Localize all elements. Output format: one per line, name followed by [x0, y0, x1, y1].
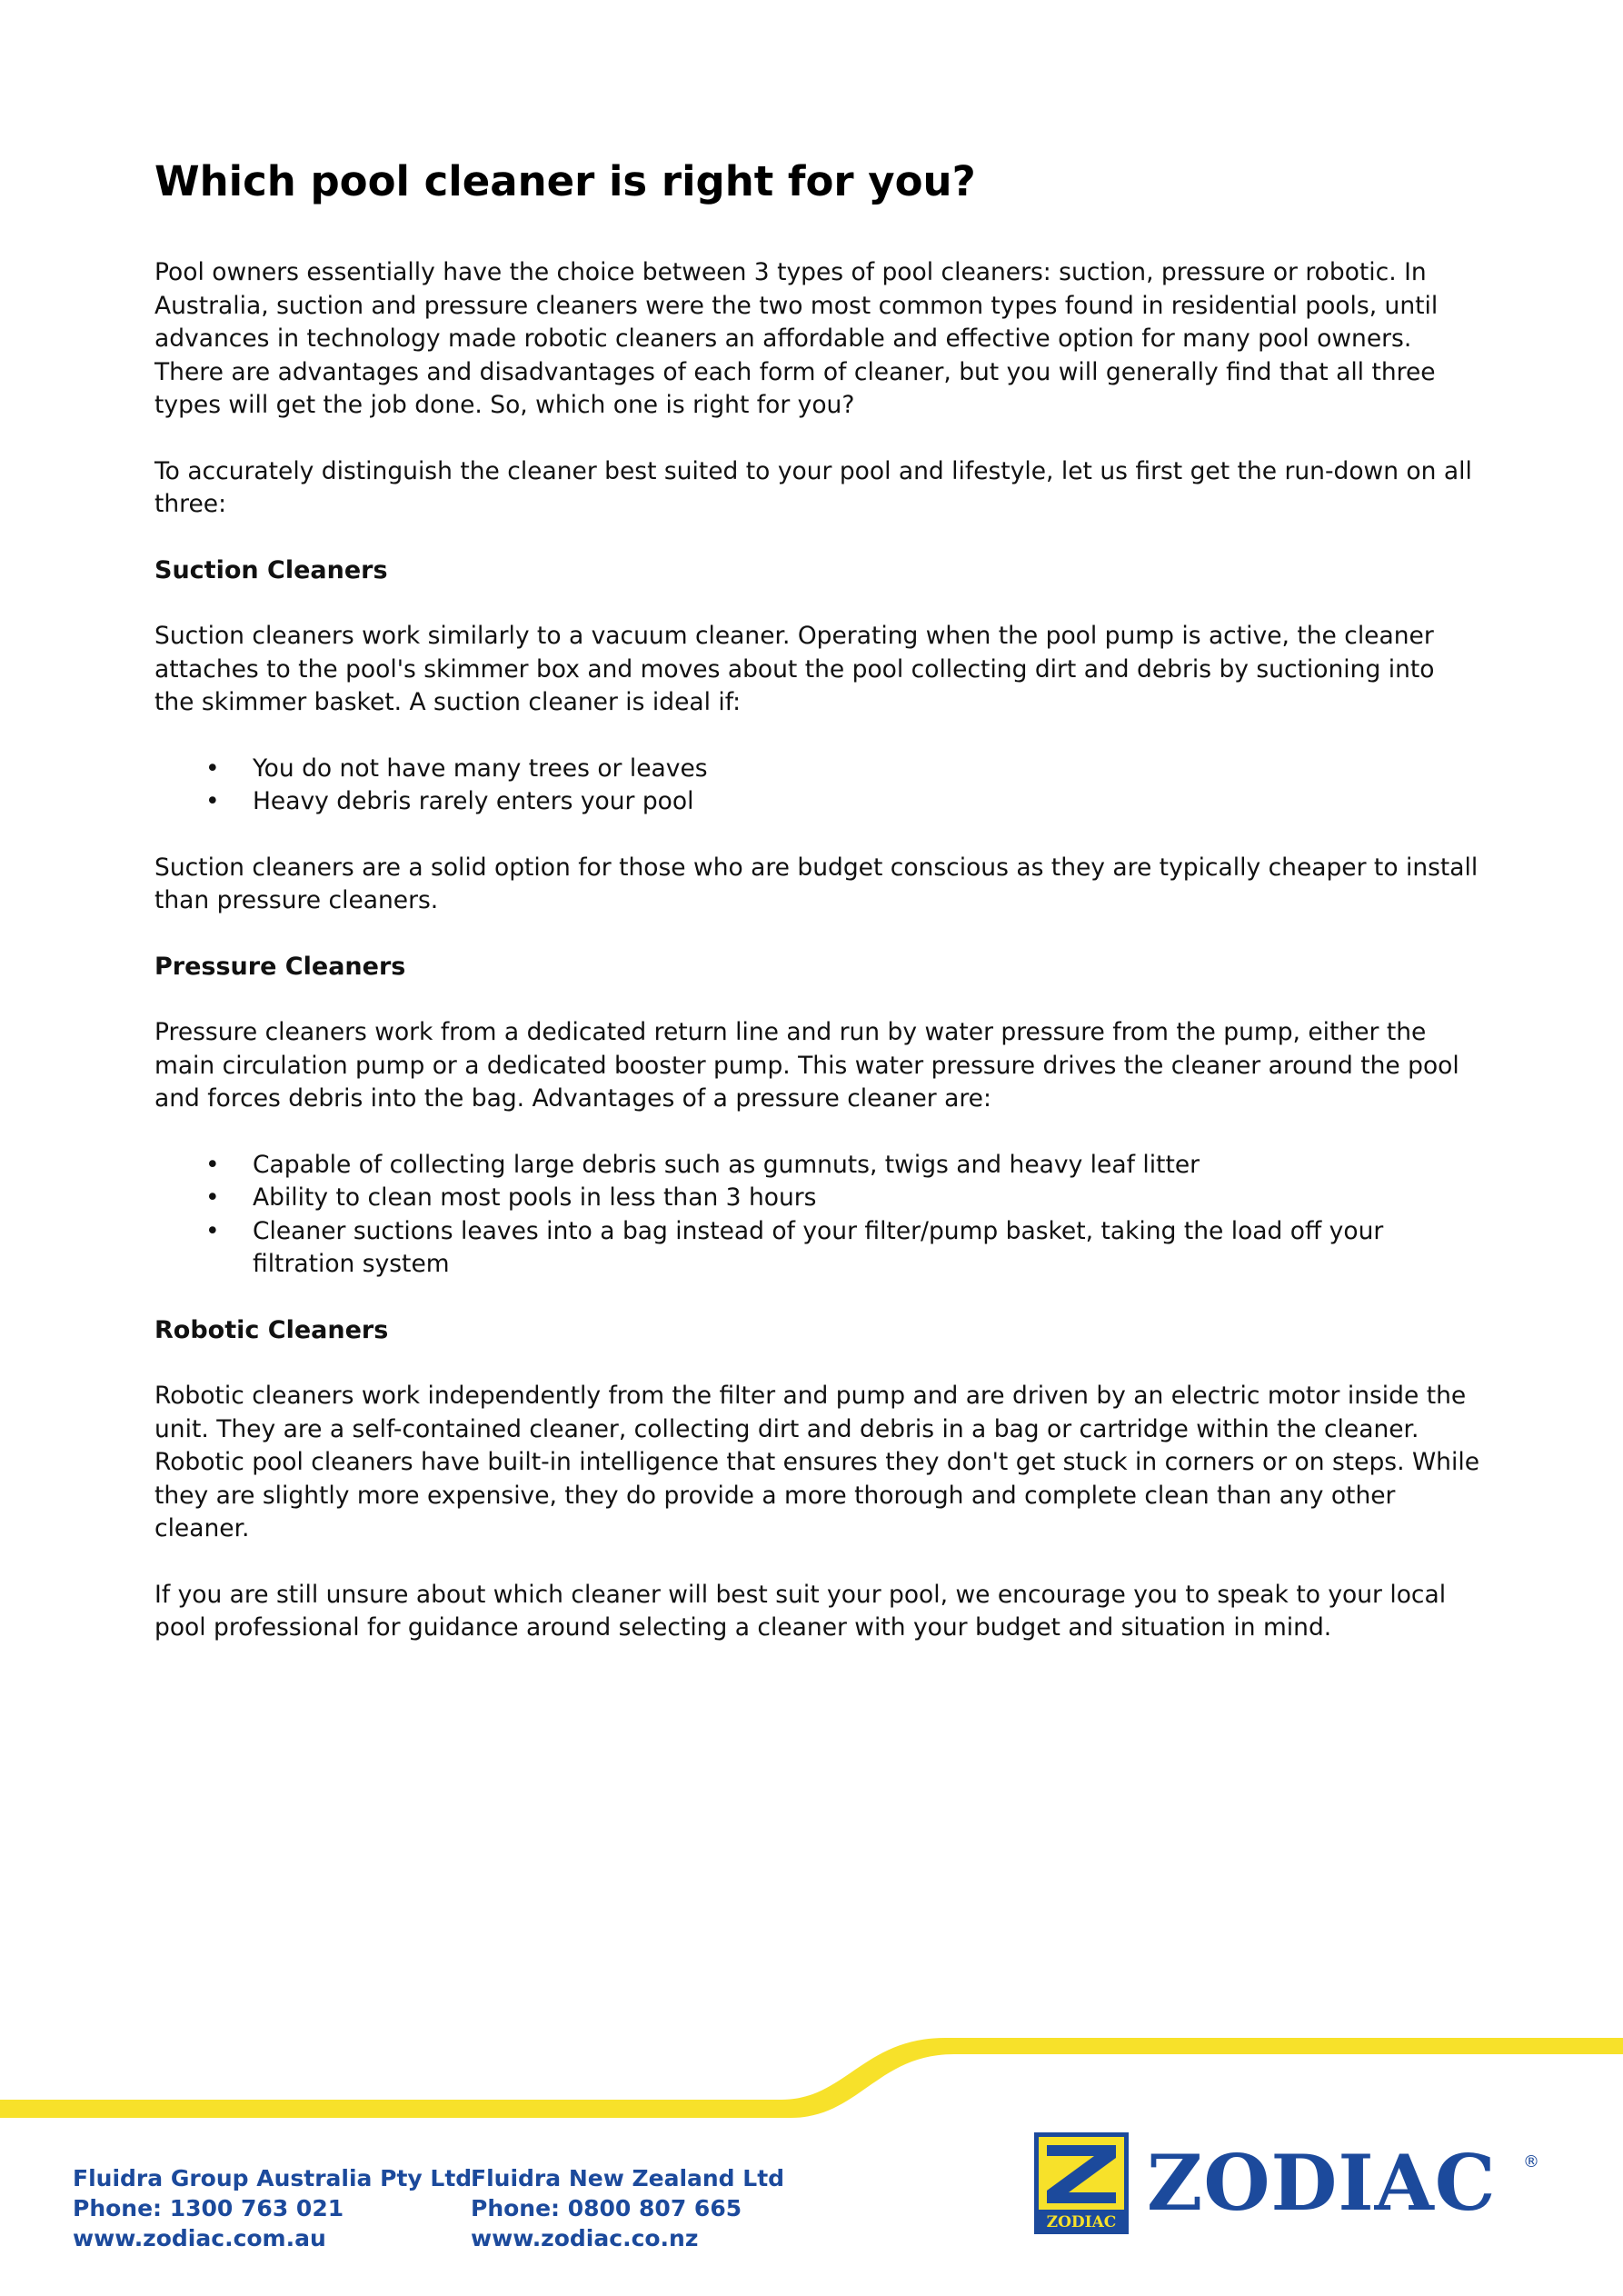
intro-paragraph-1: Pool owners essentially have the choice between 3 types of pool cleaners: suction, pressure or robotic. In Australia, suction and pressure cleaners were the two most common types found in residential pools, until advances in technology made robotic cleaners an affordable and effective option for many pool owners. There are advantages and disadvantages of each form of cleaner, but you will generally find that all three types will get the job done. So, which one is right for you?	[154, 258, 1439, 419]
page-title: Which pool cleaner is right for you?	[154, 157, 976, 205]
suction-body: Suction cleaners work similarly to a vacuum cleaner. Operating when the pool pump is active, the cleaner attaches to the pool's skimmer box and moves about the pool collecting dirt and debris by suctioning into the skimmer basket. A suction cleaner is ideal if:	[154, 622, 1435, 716]
bullet-icon: •	[205, 754, 220, 783]
contact-australia	[73, 2163, 472, 2253]
bullet-icon: •	[205, 787, 220, 815]
zodiac-mark-icon	[1034, 2132, 1129, 2234]
list-item: • Heavy debris rarely enters your pool	[154, 785, 1481, 819]
suction-after: Suction cleaners are a solid option for those who are budget conscious as they are typically cheaper to install than pressure cleaners.	[154, 853, 1479, 914]
list-item: • Ability to clean most pools in less than 3 hours	[154, 1182, 1481, 1215]
phone-number: Phone: 0800 807 665	[471, 2195, 742, 2221]
pressure-body: Pressure cleaners work from a dedicated return line and run by water pressure from the pump, either the main circulation pump or a dedicated booster pump. This water pressure drives the cleaner around the pool and forces debris into the bag. Advantages of a pressure cleaner are:	[154, 1018, 1459, 1113]
contact-new-zealand	[471, 2163, 784, 2253]
bullet-icon: •	[205, 1216, 220, 1245]
robotic-body: Robotic cleaners work independently from the filter and pump and are driven by an electric motor inside the unit. They are a self-contained cleaner, collecting dirt and debris in a bag or cartridge within the cleaner. Robotic pool cleaners have built-in intelligence that ensures they don't get stuck in corners or on steps. While they are slightly more expensive, they do provide a more thorough and complete clean than any other cleaner.	[154, 1382, 1479, 1542]
phone-number: Phone: 1300 763 021	[73, 2195, 344, 2221]
bullet-icon: •	[205, 1150, 220, 1179]
bullet-icon: •	[205, 1183, 220, 1212]
list-item: • Capable of collecting large debris such as gumnuts, twigs and heavy leaf litter	[154, 1149, 1481, 1183]
zodiac-logo	[1034, 2132, 1543, 2241]
registered-mark: ®	[1523, 2152, 1539, 2171]
pressure-list	[154, 1149, 1481, 1282]
logo-mark-text: ZODIAC	[1046, 2213, 1117, 2231]
suction-list	[154, 753, 1481, 819]
pressure-heading: Pressure Cleaners	[154, 952, 406, 981]
company-name: Fluidra Group Australia Pty Ltd	[73, 2165, 473, 2191]
document-body	[154, 155, 1481, 1678]
list-item: • You do not have many trees or leaves	[154, 753, 1481, 786]
website-link[interactable]: www.zodiac.com.au	[73, 2225, 326, 2251]
logo-wordmark: ZODIAC	[1147, 2138, 1497, 2228]
intro-paragraph-2: To accurately distinguish the cleaner best suited to your pool and lifestyle, let us first get the run-down on all three:	[154, 456, 1472, 518]
website-link[interactable]: www.zodiac.co.nz	[471, 2225, 699, 2251]
company-name: Fluidra New Zealand Ltd	[471, 2165, 785, 2191]
robotic-heading: Robotic Cleaners	[154, 1315, 389, 1344]
list-item: • Cleaner suctions leaves into a bag instead of your filter/pump basket, taking the load off your filtration system	[205, 1216, 1384, 1278]
closing-paragraph: If you are still unsure about which cleaner will best suit your pool, we encourage you to speak to your local pool professional for guidance around selecting a cleaner with your budget and situation in mind.	[154, 1580, 1447, 1642]
yellow-swoosh-graphic	[0, 2027, 1623, 2136]
suction-heading: Suction Cleaners	[154, 555, 388, 584]
